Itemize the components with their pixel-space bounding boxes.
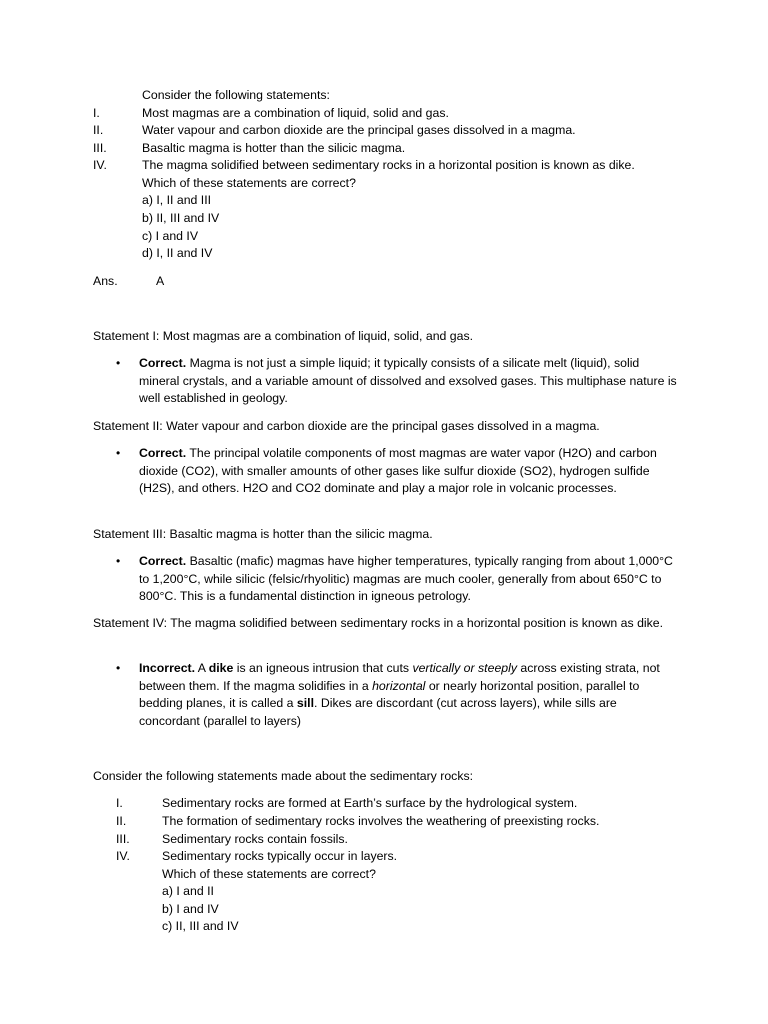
explanation-text: Magma is not just a simple liquid; it typically consists of a silicate melt (liquid), solid mineral crystals, and a variable amount of dissolved and exsolved gases. This multiphase nature is well established in geology. (139, 356, 677, 406)
text-run: A (195, 661, 209, 675)
verdict: Correct. (139, 446, 187, 460)
explanation-heading: Statement III: Basaltic magma is hotter than the silicic magma. (93, 527, 433, 541)
q2-statement: Sedimentary rocks contain fossils. (162, 832, 348, 846)
q1-option: d) I, II and IV (142, 246, 213, 260)
q2-statement: Sedimentary rocks typically occur in layers. (162, 849, 398, 863)
explanation-body (139, 445, 679, 498)
q2-option: b) I and IV (162, 902, 219, 916)
verdict: Correct. (139, 554, 187, 568)
q2-intro: Consider the following statements made about the sedimentary rocks: (93, 769, 474, 783)
q1-option: c) I and IV (142, 229, 199, 243)
q1-statement: The magma solidified between sedimentary rocks in a horizontal position is known as dike. (142, 158, 635, 172)
explanation-body (139, 660, 679, 730)
explanation-text: The principal volatile components of most magmas are water vapor (H2O) and carbon dioxide (CO2), with smaller amounts of other gases like sulfur dioxide (SO2), hydrogen sulfide (H2S), and others. H2O and CO2 dominate and play a major role in volcanic processes. (139, 446, 657, 496)
bullet-icon: • (116, 356, 121, 370)
text-run: . Dikes are discordant (cut across layers), while sills are concordant (parallel to layers) (139, 696, 617, 728)
explanation-heading: Statement II: Water vapour and carbon dioxide are the principal gases dissolved in a magma. (93, 419, 600, 433)
verdict: Correct. (139, 356, 187, 370)
bullet-icon: • (116, 446, 121, 460)
q2-question: Which of these statements are correct? (162, 867, 376, 881)
q1-intro: Consider the following statements: (142, 88, 330, 102)
q1-statement: Water vapour and carbon dioxide are the principal gases dissolved in a magma. (142, 123, 576, 137)
explanation-heading: Statement I: Most magmas are a combination of liquid, solid, and gas. (93, 329, 474, 343)
q2-numeral: III. (116, 832, 130, 846)
explanation-body (139, 355, 679, 408)
bullet-icon: • (116, 554, 121, 568)
q1-numeral: I. (93, 106, 100, 120)
q2-statement: The formation of sedimentary rocks involves the weathering of preexisting rocks. (162, 814, 600, 828)
term-sill: sill (296, 696, 315, 711)
explanation-body (139, 553, 679, 606)
text-run: across existing strata, not between them. If the magma solidifies in a (139, 661, 660, 693)
q2-numeral: II. (116, 814, 127, 828)
emphasis: horizontal (372, 678, 426, 693)
q2-option: a) I and II (162, 884, 214, 898)
answer-label: Ans. (93, 274, 118, 288)
text-run: or nearly horizontal position, parallel to bedding planes, it is called a (139, 678, 640, 711)
q1-numeral: IV. (93, 158, 107, 172)
explanation-heading: Statement IV: The magma solidified between sedimentary rocks in a horizontal position is known as dike. (93, 616, 664, 630)
bullet-icon: • (116, 661, 121, 675)
q1-statement: Basaltic magma is hotter than the silicic magma. (142, 141, 406, 155)
q1-numeral: II. (93, 123, 104, 137)
text-run: is an igneous intrusion that cuts (233, 661, 413, 675)
q1-numeral: III. (93, 141, 107, 155)
q1-option: a) I, II and III (142, 193, 212, 207)
q1-option: b) II, III and IV (142, 211, 220, 225)
explanation-text: Basaltic (mafic) magmas have higher temperatures, typically ranging from about 1,000°C to 1,200°C, while silicic (felsic/rhyolitic) magmas are much cooler, generally from about 650°C to 800°C. This is a fundamental distinction in igneous petrology. (139, 554, 673, 604)
answer-value: A (156, 274, 165, 288)
emphasis: vertically or steeply (412, 661, 517, 675)
q2-option: c) II, III and IV (162, 919, 239, 933)
q2-numeral: I. (116, 796, 123, 810)
q1-question: Which of these statements are correct? (142, 176, 356, 190)
verdict: Incorrect. (139, 661, 196, 675)
q1-statement: Most magmas are a combination of liquid, solid and gas. (142, 106, 449, 120)
q2-statement: Sedimentary rocks are formed at Earth’s surface by the hydrological system. (162, 796, 578, 810)
q2-numeral: IV. (116, 849, 130, 863)
term-dike: dike (208, 661, 234, 675)
